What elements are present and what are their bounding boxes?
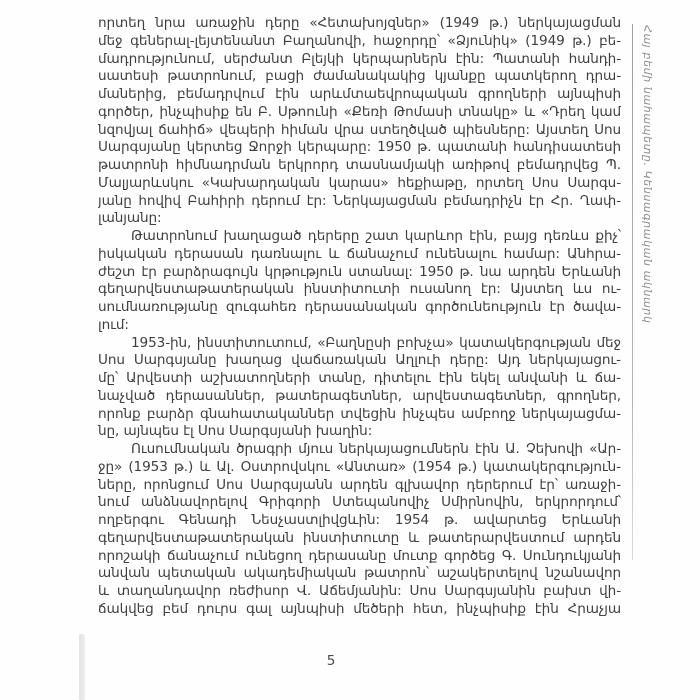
text-line: սատեսի թատրոնում, բացի ժամանակակից կյանքը պատկերող դրա- xyxy=(98,68,621,85)
scan-edge-shadow xyxy=(79,634,85,700)
text-line: ժեշտ էր բարձրագույն կրթություն ստանալ: 1950 թ. նա արդեն Երևանի xyxy=(98,263,621,280)
text-line: թատրոնի հիմնադրման երկրորդ տասնամյակի առիթով բեմադրվեց Պ. xyxy=(98,157,621,173)
text-line: լում: xyxy=(98,316,129,333)
body-text-column xyxy=(98,15,621,619)
text-line: նաչված դերասաններ, թատերագետներ, արվեստագետներ, գրողներ, xyxy=(98,387,621,404)
text-line: մադրությունում, սերժանտ Բլեյկի կերպարներն էին: Պատանի հանդի- xyxy=(98,50,621,67)
text-line: Սոս Սարգսյանը խաղաց վաճառական Աղլուի դերը: Այդ ներկայացու- xyxy=(98,352,621,369)
text-line: իսկական դերասան դառնալու և ճանաչում ունենալու համար: Անհրա- xyxy=(98,245,621,262)
text-line: Մալյարևսկու «Կախարդական կարաս» հեքիաթը, որտեղ Սոս Սարգս- xyxy=(98,174,621,191)
text-line: ները, որոնցում Սոս Սարգսյանն արդեն գլխավոր դերերում էր՝ առաջի- xyxy=(98,476,621,493)
margin-divider-rule xyxy=(632,24,633,560)
text-line: և տաղանդավոր ռեժիսոր Վ. Աճեմյանին: Սոս Սարգսյանին բախտ վի- xyxy=(98,583,621,599)
text-line: Ուսումնական ծրագրի մյուս ներկայացումներն էին Ա. Չեխովի «Ար- xyxy=(131,441,621,457)
text-line: որոնք բարձր գնահատականներ տվեցին ինչպես ամբողջ ներկայացմա- xyxy=(98,405,621,422)
page-number: 5 xyxy=(326,653,336,669)
text-line: նը, այնպես էլ Սոս Սարգսյանի խաղին: xyxy=(98,423,373,440)
text-line: Սարգսյանը կերտեց Ջորջի կերպարը: 1950 թ. պատանի հանդիսատեսի xyxy=(98,139,621,156)
text-line: անվան պետական ակադեմիական թատրոն՝ աշակերտելով նշանավոր xyxy=(98,565,621,582)
text-line: յանը հովիվ Բահիրի դերում էր: Ներկայացման բեմադրիչն էր Հր. Ղափ- xyxy=(98,192,621,209)
text-line: նզովյալ ճահիճ» վեպերի հիման վրա ստեղծված պիեսները: Այստեղ Սոս xyxy=(98,121,621,138)
text-line: մը՝ Արվեստի աշխատողների տանը, դիտելու էին եկել անվանի և ճա- xyxy=(98,370,621,386)
text-line: ճակվեց բեմ դուրս գալ այնպիսի մեծերի հետ, ինչպիսիք էին Հրաչյա xyxy=(98,600,621,617)
text-line: 1953-ին, ինստիտուտում, «Բաղնըսի բոխչա» կատակերգության մեջ xyxy=(131,334,621,351)
text-line: ջը» (1953 թ.) և Ալ. Օստրովսկու «Անտառ» (1954 թ.) կատակերգություն- xyxy=(98,458,621,475)
text-line: մաներից, բեմադրվում էին արևմտաեվրոպական գրողների այնպիսի xyxy=(98,86,621,102)
text-line: ողբերգու Գենադի Նեսչաստլիվցևին: 1954 թ. ավարտեց Երևանի xyxy=(98,512,621,528)
text-line: գեղարվեստաթատերական ինստիտուտը և թատերարվեստում արդեն xyxy=(98,529,621,546)
text-line: Թատրոնում խաղացած դերերը շատ կարևոր էին, բայց դեռևս քիչ՝ xyxy=(131,228,621,244)
vertical-running-title: Հայ բեմի նահապետը. Կենսագրական ակնարկ xyxy=(641,25,654,324)
text-line: գործեր, ինչպիսիք են Բ. Սթոունի «Քեռի Թոմասի տնակը» և «Դրեղ կամ xyxy=(98,103,621,120)
text-line: որտեղ նրա առաջին դերը «Հետախոյզներ» (1949 թ.) ներկայացման xyxy=(98,15,621,31)
text-line: լանյանը: xyxy=(98,210,162,227)
text-line: մեջ գեներալ-լեյտենանտ Բաղանովի, հաջորդը՝ «Ձյունիկ» (1949 թ.) բե- xyxy=(98,32,621,49)
text-line: որոշակի ճանաչում ունեցող դերասանը մուտք գործեց Գ. Սունդուկյանի xyxy=(98,547,621,564)
text-line: սումնառությանը զուգահեռ դերասանական գործունեություն էր ծավա- xyxy=(98,299,621,315)
text-line: նում անձնավորելով Գրիգորի Ստեպանովիչ Սմիրնովին, երկրորդում՝ xyxy=(98,494,621,511)
text-line: գեղարվեստաթատերական ինստիտուտի ուսանող էր: Այստեղ ևս ու- xyxy=(98,281,621,298)
